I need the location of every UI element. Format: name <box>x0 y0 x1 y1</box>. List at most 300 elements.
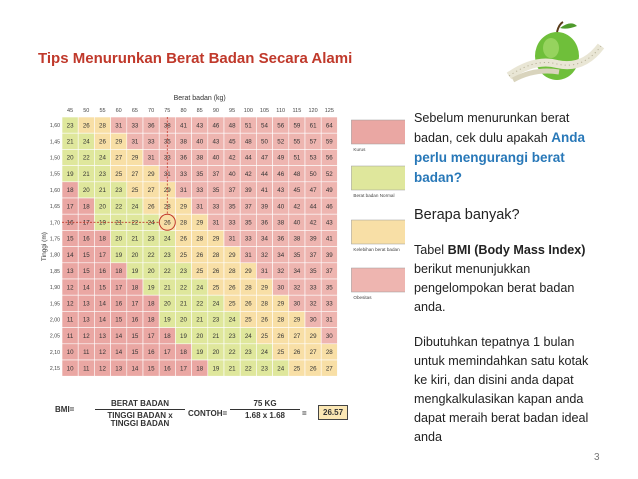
bmi-cell-value: 23 <box>115 187 123 195</box>
bmi-cell-value: 17 <box>66 203 74 211</box>
bmi-cell-value: 16 <box>115 300 123 308</box>
bmi-cell-value: 29 <box>131 154 139 162</box>
bmi-cell-value: 19 <box>115 251 123 259</box>
bmi-cell-value: 19 <box>147 284 155 292</box>
legend-label: Berat badan Normal <box>353 193 395 198</box>
bmi-cell-value: 34 <box>261 235 268 243</box>
height-tick-label: 1,75 <box>49 236 60 243</box>
bmi-cell-value: 14 <box>99 316 106 324</box>
bmi-cell-value: 57 <box>309 138 317 146</box>
bmi-cell-value: 31 <box>180 187 187 195</box>
bmi-cell-value: 36 <box>261 219 268 227</box>
height-tick-label: 1,70 <box>49 220 60 227</box>
height-tick-label: 2,00 <box>49 317 60 324</box>
weight-tick-label: 120 <box>308 108 318 114</box>
bmi-cell-value: 27 <box>131 170 139 178</box>
bmi-cell-value: 20 <box>115 235 123 243</box>
bmi-cell-value: 16 <box>147 349 155 357</box>
bmi-formula <box>40 388 405 436</box>
bmi-cell-value: 44 <box>244 154 252 162</box>
bmi-cell-value: 50 <box>261 138 268 146</box>
legend-label: Kelebihan berat badan <box>353 247 400 252</box>
bmi-cell-value: 40 <box>277 203 285 211</box>
bmi-cell-value: 31 <box>147 154 155 162</box>
bmi-cell-value: 27 <box>147 187 155 195</box>
intro-accent: Anda perlu mengurangi berat badan? <box>414 130 585 185</box>
bmi-cell-value: 20 <box>147 268 155 276</box>
bmi-cell-value: 13 <box>66 268 74 276</box>
bmi-cell-value: 26 <box>261 316 268 324</box>
bmi-cell-value: 35 <box>293 251 301 259</box>
bmi-cell-value: 28 <box>277 316 285 324</box>
bmi-cell-value: 19 <box>212 365 220 373</box>
bmi-cell-value: 26 <box>196 251 204 259</box>
bmi-cell-value: 18 <box>131 284 139 292</box>
bmi-cell-value: 12 <box>66 300 74 308</box>
bmi-cell-value: 19 <box>99 219 106 227</box>
bmi-cell-value: 22 <box>131 219 139 227</box>
bmi-cell-value: 41 <box>261 187 268 195</box>
bmi-cell-value: 31 <box>212 219 220 227</box>
weight-tick-label: 65 <box>131 108 138 114</box>
bmi-cell-value: 38 <box>163 122 171 130</box>
bmi-cell-value: 40 <box>228 170 236 178</box>
question-text: Berapa banyak? <box>414 207 520 223</box>
bmi-cell-value: 39 <box>309 235 317 243</box>
bmi-cell-value: 41 <box>325 235 333 243</box>
bmi-cell-value: 11 <box>83 365 90 373</box>
formula-numerator: BERAT BADAN <box>110 399 170 408</box>
bmi-cell-value: 28 <box>99 122 106 130</box>
bmi-cell-value: 51 <box>293 154 301 162</box>
bmi-cell-value: 21 <box>99 187 106 195</box>
bmi-cell-value: 28 <box>261 300 268 308</box>
bmi-cell-value: 45 <box>228 138 236 146</box>
bmi-cell-value: 24 <box>82 138 90 146</box>
bmi-cell-value: 26 <box>244 300 252 308</box>
bmi-cell-value: 52 <box>325 170 333 178</box>
bmi-cell-value: 54 <box>261 122 268 130</box>
bmi-cell-value: 25 <box>293 365 301 373</box>
bmi-cell-value: 28 <box>196 235 204 243</box>
bmi-cell-value: 22 <box>163 268 171 276</box>
bmi-cell-value: 25 <box>180 251 187 259</box>
weight-tick-label: 80 <box>180 108 187 114</box>
bmi-cell-value: 26 <box>82 122 90 130</box>
weight-tick-label: 100 <box>243 108 253 114</box>
bmi-cell-value: 41 <box>180 122 187 130</box>
bmi-cell-value: 27 <box>309 349 317 357</box>
bmi-cell-value: 26 <box>277 332 285 340</box>
bmi-cell-value: 64 <box>325 122 333 130</box>
bmi-cell-value: 42 <box>228 154 236 162</box>
bmi-cell-value: 14 <box>131 365 139 373</box>
height-tick-label: 2,15 <box>49 366 60 373</box>
bmi-cell-value: 55 <box>293 138 301 146</box>
page-number: 3 <box>594 452 600 463</box>
table-bold: BMI (Body Mass Index) <box>447 243 586 257</box>
bmi-cell-value: 25 <box>277 349 285 357</box>
bmi-cell-value: 59 <box>293 122 301 130</box>
bmi-cell-value: 19 <box>180 332 187 340</box>
weight-tick-label: 95 <box>229 108 236 114</box>
bmi-cell-value: 38 <box>293 235 301 243</box>
bmi-cell-value: 21 <box>115 219 123 227</box>
legend-label: Obesitas <box>353 295 372 300</box>
weight-tick-label: 125 <box>324 108 334 114</box>
bmi-cell-value: 61 <box>309 122 317 130</box>
bmi-cell-value: 17 <box>82 219 90 227</box>
bmi-cell-value: 43 <box>325 219 333 227</box>
bmi-cell-value: 29 <box>196 219 204 227</box>
bmi-cell-value: 44 <box>261 170 268 178</box>
bmi-cell-value: 17 <box>131 300 139 308</box>
bmi-cell-value: 21 <box>131 235 139 243</box>
bmi-cell-value: 44 <box>309 203 317 211</box>
legend-swatch <box>351 268 405 292</box>
legend-swatch <box>351 166 405 190</box>
bmi-cell-value: 25 <box>228 300 236 308</box>
bmi-cell-value: 22 <box>228 349 236 357</box>
bmi-cell-value: 18 <box>163 332 171 340</box>
bmi-cell-value: 36 <box>147 122 155 130</box>
bmi-cell-value: 21 <box>66 138 74 146</box>
bmi-cell-value: 35 <box>163 138 171 146</box>
bmi-cell-value: 29 <box>277 300 285 308</box>
bmi-cell-value: 37 <box>244 203 252 211</box>
bmi-cell-value: 29 <box>115 138 123 146</box>
bmi-cell-value: 30 <box>309 316 317 324</box>
bmi-cell-value: 14 <box>66 251 74 259</box>
bmi-cell-value: 26 <box>212 268 220 276</box>
bmi-cell-value: 21 <box>82 170 90 178</box>
bmi-cell-value: 23 <box>212 316 220 324</box>
bmi-cell-value: 31 <box>196 203 204 211</box>
bmi-cell-value: 27 <box>325 365 333 373</box>
bmi-cell-value: 43 <box>212 138 220 146</box>
bmi-cell-value: 28 <box>325 349 333 357</box>
bmi-cell-value: 11 <box>66 316 74 324</box>
slide-title: Tips Menurunkan Berat Badan Secara Alami <box>38 50 353 67</box>
bmi-cell-value: 25 <box>131 187 139 195</box>
bmi-cell-value: 28 <box>228 268 236 276</box>
bmi-cell-value: 21 <box>212 332 220 340</box>
bmi-cell-value: 50 <box>309 170 317 178</box>
intro-text: Sebelum menurunkan berat badan, cek dulu apakah <box>414 111 570 145</box>
bmi-cell-value: 38 <box>277 219 285 227</box>
bmi-cell-value: 18 <box>147 316 155 324</box>
bmi-cell-value: 18 <box>180 349 187 357</box>
bmi-cell-value: 17 <box>180 365 187 373</box>
bmi-cell-value: 29 <box>293 316 301 324</box>
bmi-cell-value: 37 <box>325 268 333 276</box>
bmi-cell-value: 46 <box>277 170 285 178</box>
bmi-cell-value: 49 <box>325 187 333 195</box>
bmi-cell-value: 23 <box>147 235 155 243</box>
weight-tick-label: 90 <box>212 108 219 114</box>
bmi-cell-value: 20 <box>82 187 90 195</box>
bmi-cell-value: 36 <box>277 235 285 243</box>
bmi-chart <box>40 88 405 388</box>
bmi-cell-value: 14 <box>115 332 123 340</box>
height-tick-label: 1,45 <box>49 139 60 146</box>
bmi-cell-value: 43 <box>277 187 285 195</box>
bmi-cell-value: 13 <box>82 316 90 324</box>
bmi-cell-value: 20 <box>99 203 106 211</box>
bmi-cell-value: 49 <box>277 154 285 162</box>
bmi-cell-value: 29 <box>309 332 317 340</box>
bmi-cell-value: 39 <box>244 187 252 195</box>
bmi-cell-value: 40 <box>293 219 301 227</box>
bmi-cell-value: 24 <box>99 154 106 162</box>
bmi-cell-value: 23 <box>228 332 236 340</box>
height-tick-label: 1,65 <box>49 204 60 211</box>
table-pre: Tabel <box>414 243 448 257</box>
bmi-cell-value: 15 <box>66 235 74 243</box>
bmi-cell-value: 33 <box>325 300 333 308</box>
weight-tick-label: 45 <box>67 108 74 114</box>
bmi-cell-value: 42 <box>244 170 252 178</box>
weight-tick-label: 50 <box>83 108 90 114</box>
bmi-cell-value: 12 <box>99 349 106 357</box>
weight-tick-label: 85 <box>196 108 203 114</box>
bmi-cell-value: 35 <box>212 187 220 195</box>
bmi-cell-value: 15 <box>131 332 139 340</box>
bmi-cell-value: 23 <box>66 122 74 130</box>
bmi-cell-value: 16 <box>82 235 90 243</box>
formula-example-result: 26.57 <box>318 405 348 420</box>
formula-example-weight: 75 KG <box>253 399 277 408</box>
bmi-cell-value: 22 <box>147 251 155 259</box>
bmi-cell-value: 26 <box>99 138 106 146</box>
apple-measuring-tape-icon <box>505 18 605 90</box>
bmi-cell-value: 42 <box>309 219 317 227</box>
bmi-cell-value: 19 <box>66 170 74 178</box>
bmi-cell-value: 32 <box>261 251 268 259</box>
bmi-cell-value: 18 <box>115 268 123 276</box>
bmi-cell-value: 20 <box>196 332 204 340</box>
slide-body-text <box>414 109 604 447</box>
bmi-cell-value: 30 <box>277 284 285 292</box>
bmi-cell-value: 16 <box>99 268 106 276</box>
bmi-cell-value: 52 <box>277 138 285 146</box>
height-tick-label: 2,05 <box>49 333 60 340</box>
bmi-cell-value: 24 <box>163 235 171 243</box>
bmi-cell-value: 23 <box>244 349 252 357</box>
bmi-cell-value: 27 <box>293 332 301 340</box>
bmi-cell-value: 56 <box>325 154 333 162</box>
bmi-cell-value: 56 <box>277 122 285 130</box>
bmi-cell-value: 40 <box>212 154 220 162</box>
bmi-cell-value: 51 <box>244 122 252 130</box>
bmi-cell-value: 16 <box>163 365 171 373</box>
height-tick-label: 2,10 <box>49 349 60 356</box>
bmi-cell-value: 35 <box>309 268 317 276</box>
bmi-cell-value: 23 <box>163 251 171 259</box>
bmi-cell-value: 19 <box>163 316 171 324</box>
bmi-cell-value: 28 <box>212 251 220 259</box>
bmi-cell-value: 48 <box>228 122 236 130</box>
bmi-cell-value: 21 <box>163 284 171 292</box>
bmi-cell-value: 39 <box>325 251 333 259</box>
bmi-cell-value: 22 <box>180 284 187 292</box>
bmi-cell-value: 24 <box>277 365 285 373</box>
formula-equals: = <box>302 409 307 418</box>
bmi-cell-value: 30 <box>325 332 333 340</box>
weight-tick-label: 60 <box>115 108 122 114</box>
bmi-cell-value: 35 <box>196 170 204 178</box>
formula-denominator-1: TINGGI BADAN x <box>95 409 185 420</box>
bmi-cell-value: 26 <box>180 235 187 243</box>
bmi-cell-value: 53 <box>309 154 317 162</box>
bmi-cell-value: 46 <box>212 122 220 130</box>
bmi-cell-value: 59 <box>325 138 333 146</box>
height-tick-label: 1,85 <box>49 268 60 275</box>
bmi-cell-value: 23 <box>99 170 106 178</box>
height-tick-label: 1,55 <box>49 171 60 178</box>
bmi-cell-value: 24 <box>244 332 252 340</box>
intro-paragraph <box>414 109 604 188</box>
bmi-cell-value: 22 <box>82 154 90 162</box>
bmi-cell-value: 24 <box>131 203 139 211</box>
bmi-cell-value: 35 <box>325 284 333 292</box>
bmi-cell-value: 17 <box>115 284 123 292</box>
bmi-cell-value: 38 <box>180 138 187 146</box>
table-description <box>414 241 604 317</box>
bmi-cell-value: 31 <box>325 316 333 324</box>
weight-tick-label: 55 <box>99 108 106 114</box>
bmi-cell-value: 33 <box>147 138 155 146</box>
bmi-cell-value: 25 <box>196 268 204 276</box>
bmi-cell-value: 12 <box>66 284 74 292</box>
bmi-cell-value: 18 <box>66 187 74 195</box>
closing-paragraph: Dibutuhkan tepatnya 1 bulan untuk memindahkan satu kotak ke kiri, dan disini anda dapat mengkalkulasikan kapan anda dapat meraih berat badan ideal anda <box>414 335 589 444</box>
bmi-cell-value: 26 <box>309 365 317 373</box>
bmi-cell-value: 26 <box>293 349 301 357</box>
bmi-cell-value: 19 <box>196 349 204 357</box>
height-tick-label: 1,90 <box>49 285 60 292</box>
bmi-cell-value: 32 <box>309 300 317 308</box>
bmi-cell-value: 26 <box>163 219 171 227</box>
bmi-cell-value: 19 <box>131 268 139 276</box>
bmi-cell-value: 23 <box>180 268 187 276</box>
bmi-cell-value: 29 <box>244 268 252 276</box>
bmi-cell-value: 29 <box>147 170 155 178</box>
bmi-cell-value: 16 <box>66 219 74 227</box>
bmi-cell-value: 35 <box>244 219 252 227</box>
bmi-cell-value: 20 <box>212 349 220 357</box>
bmi-cell-value: 10 <box>66 349 74 357</box>
bmi-cell-value: 36 <box>180 154 187 162</box>
bmi-cell-value: 17 <box>99 251 106 259</box>
bmi-cell-value: 13 <box>82 300 90 308</box>
bmi-cell-value: 21 <box>180 300 187 308</box>
bmi-cell-value: 13 <box>99 332 106 340</box>
bmi-cell-value: 20 <box>163 300 171 308</box>
bmi-cell-value: 25 <box>115 170 123 178</box>
bmi-cell-value: 33 <box>131 122 139 130</box>
bmi-cell-value: 29 <box>163 187 171 195</box>
bmi-cell-value: 17 <box>147 332 155 340</box>
legend-swatch <box>351 220 405 244</box>
bmi-cell-value: 21 <box>196 316 204 324</box>
bmi-cell-value: 18 <box>196 365 204 373</box>
bmi-cell-value: 32 <box>277 268 285 276</box>
bmi-cell-value: 27 <box>115 154 123 162</box>
bmi-cell-value: 25 <box>244 316 252 324</box>
bmi-cell-value: 31 <box>228 235 236 243</box>
bmi-cell-value: 30 <box>293 300 301 308</box>
bmi-cell-value: 29 <box>261 284 268 292</box>
bmi-cell-value: 14 <box>99 300 106 308</box>
bmi-cell-value: 16 <box>131 316 139 324</box>
bmi-cell-value: 48 <box>244 138 252 146</box>
height-tick-label: 1,60 <box>49 123 60 130</box>
bmi-cell-value: 43 <box>196 122 204 130</box>
bmi-cell-value: 34 <box>277 251 285 259</box>
bmi-cell-value: 12 <box>82 332 90 340</box>
bmi-cell-value: 22 <box>115 203 123 211</box>
bmi-cell-value: 20 <box>131 251 139 259</box>
formula-example-calc: 1.68 x 1.68 <box>230 409 300 420</box>
bmi-cell-value: 31 <box>115 122 123 130</box>
height-tick-label: 1,50 <box>49 155 60 162</box>
bmi-cell-value: 31 <box>131 138 139 146</box>
bmi-cell-value: 18 <box>99 235 106 243</box>
bmi-cell-value: 47 <box>261 154 268 162</box>
bmi-cell-value: 29 <box>212 235 220 243</box>
bmi-cell-value: 37 <box>212 170 220 178</box>
bmi-cell-value: 15 <box>115 316 123 324</box>
bmi-cell-value: 24 <box>212 300 220 308</box>
bmi-cell-value: 33 <box>212 203 220 211</box>
bmi-cell-value: 11 <box>66 332 74 340</box>
bmi-cell-value: 15 <box>82 251 90 259</box>
chart-title: Berat badan (kg) <box>173 95 226 102</box>
bmi-cell-value: 24 <box>147 219 155 227</box>
legend-label: Kurus <box>353 147 366 152</box>
bmi-cell-value: 31 <box>261 268 268 276</box>
bmi-cell-value: 26 <box>147 203 155 211</box>
bmi-cell-value: 12 <box>99 365 106 373</box>
bmi-cell-value: 34 <box>293 268 301 276</box>
bmi-cell-value: 33 <box>228 219 236 227</box>
bmi-cell-value: 18 <box>82 203 90 211</box>
bmi-cell-value: 32 <box>293 284 301 292</box>
bmi-cell-value: 15 <box>99 284 106 292</box>
weight-tick-label: 75 <box>164 108 171 114</box>
bmi-cell-value: 45 <box>293 187 301 195</box>
bmi-cell-value: 15 <box>82 268 90 276</box>
bmi-cell-value: 29 <box>228 251 236 259</box>
bmi-cell-value: 14 <box>82 284 90 292</box>
bmi-cell-value: 25 <box>261 332 268 340</box>
bmi-cell-value: 33 <box>309 284 317 292</box>
bmi-cell-value: 18 <box>147 300 155 308</box>
bmi-cell-value: 33 <box>163 154 171 162</box>
bmi-cell-value: 40 <box>196 138 204 146</box>
bmi-cell-value: 24 <box>228 316 236 324</box>
bmi-cell-value: 15 <box>131 349 139 357</box>
table-post: berikut menunjukkan pengelompokan berat badan anda. <box>414 262 575 314</box>
bmi-cell-value: 38 <box>196 154 204 162</box>
bmi-cell-value: 25 <box>212 284 220 292</box>
bmi-cell-value: 20 <box>180 316 187 324</box>
y-axis-label: Tinggi (m) <box>41 232 48 262</box>
bmi-cell-value: 15 <box>147 365 155 373</box>
bmi-cell-value: 48 <box>293 170 301 178</box>
bmi-cell-value: 28 <box>244 284 252 292</box>
